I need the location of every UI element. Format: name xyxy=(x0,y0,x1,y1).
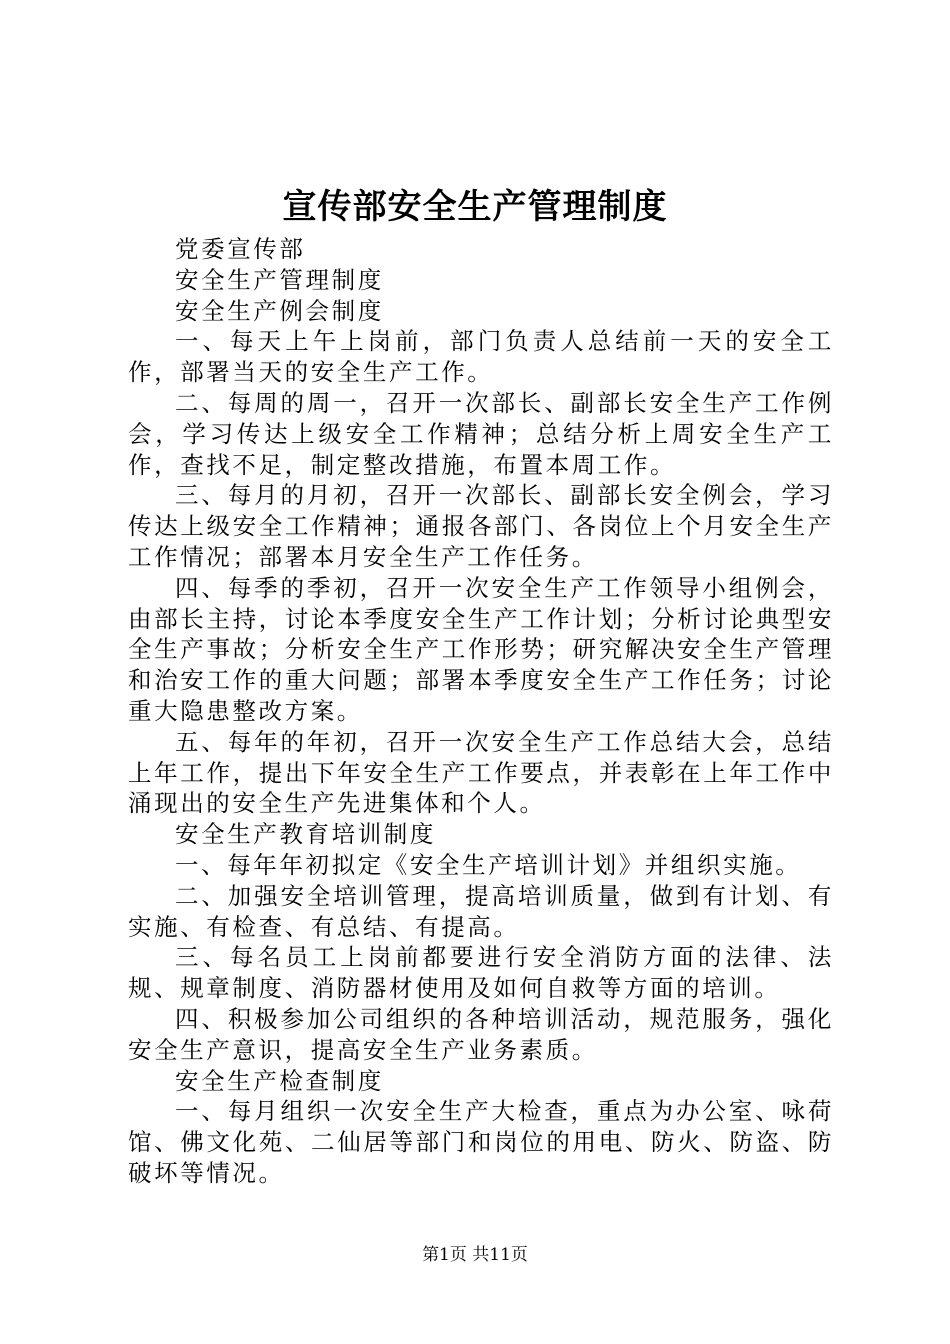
document-body xyxy=(128,234,834,1189)
paragraph-meeting-5: 五、每年的年初，召开一次安全生产工作总结大会，总结上年工作，提出下年安全生产工作要点，并表彰在上年工作中涌现出的安全生产先进集体和个人。 xyxy=(128,727,834,818)
paragraph-inspection-1: 一、每月组织一次安全生产大检查，重点为办公室、咏荷馆、佛文化苑、二仙居等部门和岗位的用电、防火、防盗、防破坏等情况。 xyxy=(128,1097,834,1187)
paragraph-training-3: 三、每名员工上岗前都要进行安全消防方面的法律、法规、规章制度、消防器材使用及如何自救等方面的培训。 xyxy=(128,943,834,1003)
paragraph-meeting-3: 三、每月的月初，召开一次部长、副部长安全例会，学习传达上级安全工作精神；通报各部门、各岗位上个月安全生产工作情况；部署本月安全生产工作任务。 xyxy=(128,481,834,571)
section-heading-meeting: 安全生产例会制度 xyxy=(175,296,384,325)
paragraph-department: 党委宣传部 xyxy=(175,235,306,263)
section-heading-inspection: 安全生产检查制度 xyxy=(175,1066,384,1095)
paragraph-heading-management: 安全生产管理制度 xyxy=(175,265,384,294)
paragraph-meeting-2: 二、每周的周一，召开一次部长、副部长安全生产工作例会，学习传达上级安全工作精神；总结分析上周安全生产工作，查找不足，制定整改措施，布置本周工作。 xyxy=(128,388,834,479)
paragraph-training-1: 一、每年年初拟定《安全生产培训计划》并组织实施。 xyxy=(175,850,802,879)
section-heading-training: 安全生产教育培训制度 xyxy=(175,820,436,849)
page-footer: 第1页 共11页 xyxy=(422,1245,528,1265)
paragraph-training-2: 二、加强安全培训管理，提高培训质量，做到有计划、有实施、有检查、有总结、有提高。 xyxy=(128,881,834,941)
document-title: 宣传部安全生产管理制度 xyxy=(282,187,668,227)
paragraph-meeting-1: 一、每天上午上岗前，部门负责人总结前一天的安全工作，部署当天的安全生产工作。 xyxy=(128,327,834,387)
paragraph-meeting-4: 四、每季的季初，召开一次安全生产工作领导小组例会，由部长主持，讨论本季度安全生产工作计划；分析讨论典型安全生产事故；分析安全生产工作形势；研究解决安全生产管理和治安工作的重大问题；部署本季度安全生产工作任务；讨论重大隐患整改方案。 xyxy=(128,573,834,725)
paragraph-training-4: 四、积极参加公司组织的各种培训活动，规范服务，强化安全生产意识，提高安全生产业务素质。 xyxy=(128,1004,834,1064)
